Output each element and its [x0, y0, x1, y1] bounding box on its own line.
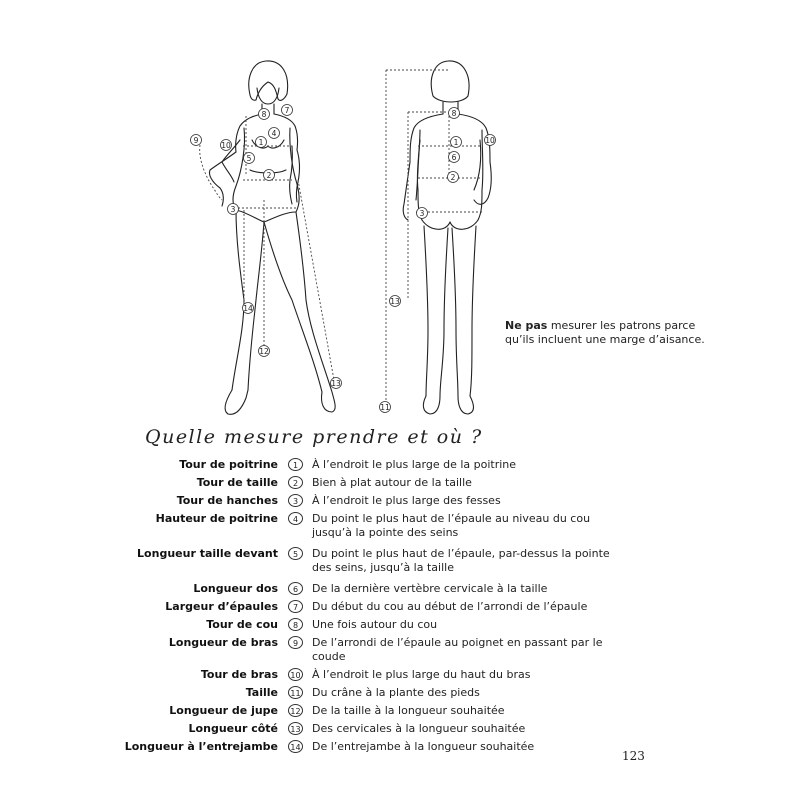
back-label-3 — [417, 208, 428, 219]
front-label-5 — [244, 153, 255, 164]
measure-definition: De l’arrondi de l’épaule au poignet en passant par le coude — [312, 636, 603, 663]
svg-text:7: 7 — [284, 106, 290, 115]
front-label-8 — [259, 109, 270, 120]
measure-row — [0, 494, 800, 508]
svg-text:2: 2 — [450, 173, 456, 182]
svg-text:5: 5 — [246, 154, 252, 163]
measure-term: Longueur à l’entrejambe — [124, 740, 278, 753]
front-label-2 — [264, 170, 275, 181]
svg-text:6: 6 — [451, 153, 457, 162]
back-label-8 — [449, 108, 460, 119]
measure-row — [0, 668, 800, 682]
svg-text:13: 13 — [331, 379, 341, 388]
svg-text:10: 10 — [221, 141, 231, 150]
front-label-3 — [228, 204, 239, 215]
back-label-2 — [448, 172, 459, 183]
measure-row — [0, 458, 800, 472]
measure-number: 5 — [288, 547, 303, 560]
svg-text:2: 2 — [266, 171, 272, 180]
front-label-9 — [191, 135, 202, 146]
measure-number: 13 — [288, 722, 303, 735]
svg-text:3: 3 — [230, 205, 236, 214]
measure-term: Tour de cou — [206, 618, 278, 631]
measure-number: 12 — [288, 704, 303, 717]
measure-row — [0, 600, 800, 614]
measure-definition: Des cervicales à la longueur souhaitée — [312, 722, 526, 735]
measure-number: 6 — [288, 582, 303, 595]
svg-text:11: 11 — [380, 403, 390, 412]
measure-definition: À l’endroit le plus large des fesses — [312, 494, 501, 507]
measure-number: 4 — [288, 512, 303, 525]
measure-definition: Une fois autour du cou — [312, 618, 438, 631]
measure-definition: De la dernière vertèbre cervicale à la taille — [312, 582, 548, 595]
measure-row — [0, 618, 800, 632]
note-bold: Ne pas — [505, 319, 548, 332]
measure-term: Tour de taille — [196, 476, 278, 489]
measure-row — [0, 547, 800, 575]
measure-term: Longueur taille devant — [137, 547, 278, 560]
front-label-14 — [243, 303, 254, 314]
measure-row — [0, 582, 800, 596]
back-label-6 — [449, 152, 460, 163]
measure-definition: De la taille à la longueur souhaitée — [312, 704, 505, 717]
measure-number: 1 — [288, 458, 303, 471]
measure-term: Tour de hanches — [176, 494, 278, 507]
measure-definition: Du point le plus haut de l’épaule, par-dessus la pointe des seins, jusqu’à la taille — [312, 547, 610, 574]
measure-term: Longueur de jupe — [169, 704, 278, 717]
measure-number: 3 — [288, 494, 303, 507]
svg-text:12: 12 — [259, 347, 269, 356]
measure-definition: À l’endroit le plus large de la poitrine — [312, 458, 517, 471]
measure-definition: De l’entrejambe à la longueur souhaitée — [312, 740, 535, 753]
measure-term: Hauteur de poitrine — [155, 512, 278, 525]
section-title: Quelle mesure prendre et où ? — [145, 426, 483, 448]
measure-number: 10 — [288, 668, 303, 681]
measure-term: Longueur côté — [188, 722, 278, 735]
measure-number: 9 — [288, 636, 303, 649]
front-label-7 — [282, 105, 293, 116]
back-label-10 — [485, 135, 496, 146]
svg-text:8: 8 — [261, 110, 267, 119]
back-label-13 — [390, 296, 401, 307]
measure-number: 7 — [288, 600, 303, 613]
measure-row — [0, 686, 800, 700]
measure-number: 11 — [288, 686, 303, 699]
measure-definition: À l’endroit le plus large du haut du bras — [312, 668, 531, 681]
measure-row — [0, 476, 800, 490]
svg-text:8: 8 — [451, 109, 457, 118]
measure-row — [0, 740, 800, 754]
front-label-1 — [256, 137, 267, 148]
svg-text:1: 1 — [453, 138, 459, 147]
note-text: mesurer les patrons parce qu’ils incluent une marge d’aisance. — [505, 319, 705, 346]
front-figure — [209, 61, 335, 414]
measure-definition: Du point le plus haut de l’épaule au niveau du cou jusqu’à la pointe des seins — [312, 512, 591, 539]
measure-row — [0, 722, 800, 736]
measure-term: Tour de bras — [200, 668, 278, 681]
svg-text:10: 10 — [485, 136, 495, 145]
svg-text:4: 4 — [271, 129, 277, 138]
measure-term: Taille — [245, 686, 278, 699]
page-number: 123 — [622, 749, 645, 763]
measure-row — [0, 512, 800, 540]
back-figure — [403, 61, 491, 414]
svg-text:13: 13 — [390, 297, 400, 306]
measure-term: Longueur dos — [193, 582, 278, 595]
measure-definition: Bien à plat autour de la taille — [312, 476, 472, 489]
svg-text:9: 9 — [193, 136, 199, 145]
measure-definition: Du crâne à la plante des pieds — [312, 686, 480, 699]
svg-text:14: 14 — [243, 304, 253, 313]
no-measure-note — [505, 319, 705, 347]
measure-term: Largeur d’épaules — [165, 600, 278, 613]
back-label-11 — [380, 402, 391, 413]
front-label-10 — [221, 140, 232, 151]
measure-row — [0, 704, 800, 718]
measure-definition: Du début du cou au début de l’arrondi de l’épaule — [312, 600, 588, 613]
front-label-4 — [269, 128, 280, 139]
front-label-12 — [259, 346, 270, 357]
front-label-13 — [331, 378, 342, 389]
measure-number: 8 — [288, 618, 303, 631]
measurement-list — [0, 456, 800, 754]
svg-text:1: 1 — [258, 138, 264, 147]
measure-term: Tour de poitrine — [179, 458, 278, 471]
measure-number: 2 — [288, 476, 303, 489]
measure-term: Longueur de bras — [168, 636, 278, 649]
svg-text:3: 3 — [419, 209, 425, 218]
measure-row — [0, 636, 800, 664]
back-label-1 — [451, 137, 462, 148]
measure-number: 14 — [288, 740, 303, 753]
